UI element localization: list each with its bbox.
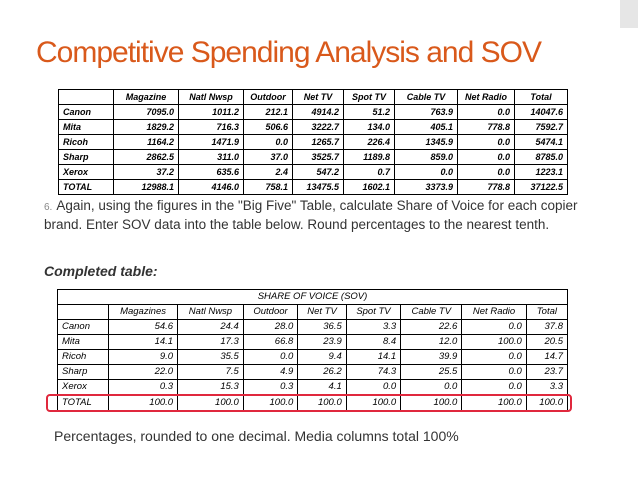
- table-cell: 7095.0: [114, 105, 179, 120]
- sov-row-mita: [58, 335, 568, 350]
- table-cell: 0.0: [462, 365, 526, 380]
- row-label: Sharp: [58, 365, 109, 380]
- completed-table-heading: Completed table:: [44, 263, 158, 279]
- table-cell: 14047.6: [515, 105, 568, 120]
- table-cell: 7.5: [178, 365, 244, 380]
- row-label: Xerox: [58, 380, 109, 395]
- table-cell: 4.9: [243, 365, 297, 380]
- spending-row-canon: [59, 105, 568, 120]
- sov-title-row: [58, 290, 568, 305]
- table-cell: 2.4: [244, 165, 293, 180]
- table-cell: 716.3: [179, 120, 244, 135]
- table-cell: 0.7: [344, 165, 395, 180]
- table-cell: 3.3: [526, 380, 567, 395]
- table-cell: 311.0: [179, 150, 244, 165]
- instruction-number: 6.: [44, 202, 53, 213]
- table-cell: 0.0: [458, 135, 515, 150]
- spending-col-header: Net Radio: [458, 90, 515, 105]
- table-cell: 0.0: [458, 105, 515, 120]
- row-label: Ricoh: [58, 350, 109, 365]
- table-cell: 0.0: [244, 135, 293, 150]
- table-cell: 4146.0: [179, 180, 244, 195]
- sov-row-sharp: [58, 365, 568, 380]
- sov-header-row: [58, 305, 568, 320]
- table-cell: 4914.2: [293, 105, 344, 120]
- sov-table: [57, 289, 568, 411]
- table-cell: 1223.1: [515, 165, 568, 180]
- spending-row-mita: [59, 120, 568, 135]
- table-cell: 14.1: [109, 335, 178, 350]
- table-cell: 635.6: [179, 165, 244, 180]
- spending-row-sharp: [59, 150, 568, 165]
- table-cell: 8.4: [346, 335, 400, 350]
- table-cell: 0.0: [462, 320, 526, 335]
- table-cell: 7592.7: [515, 120, 568, 135]
- row-label: Xerox: [59, 165, 114, 180]
- row-label: Canon: [59, 105, 114, 120]
- table-cell: 39.9: [401, 350, 462, 365]
- table-cell: 1345.9: [395, 135, 458, 150]
- sov-row-ricoh: [58, 350, 568, 365]
- top-band: [0, 0, 638, 28]
- spending-table: [58, 89, 568, 195]
- table-cell: 22.6: [401, 320, 462, 335]
- sov-row-canon: [58, 320, 568, 335]
- sov-col-header: [58, 305, 109, 320]
- table-cell: 100.0: [462, 335, 526, 350]
- footer-note: Percentages, rounded to one decimal. Media columns total 100%: [54, 428, 459, 444]
- table-cell: 212.1: [244, 105, 293, 120]
- table-cell: 66.8: [243, 335, 297, 350]
- row-label: Sharp: [59, 150, 114, 165]
- instruction-body: Again, using the figures in the "Big Five" Table, calculate Share of Voice for each copier brand. Enter SOV data into the table below. Round percentages to the nearest tenth.: [44, 198, 578, 232]
- table-cell: 37.8: [526, 320, 567, 335]
- sov-col-header: Outdoor: [243, 305, 297, 320]
- table-cell: 9.4: [298, 350, 346, 365]
- sov-row-xerox: [58, 380, 568, 395]
- table-cell: 778.8: [458, 120, 515, 135]
- table-cell: 26.2: [298, 365, 346, 380]
- table-cell: 9.0: [109, 350, 178, 365]
- spending-row-xerox: [59, 165, 568, 180]
- table-cell: 51.2: [344, 105, 395, 120]
- table-cell: 8785.0: [515, 150, 568, 165]
- table-cell: 100.0: [243, 395, 297, 411]
- spending-col-header: Total: [515, 90, 568, 105]
- table-cell: 0.0: [401, 380, 462, 395]
- table-cell: 1829.2: [114, 120, 179, 135]
- table-cell: 0.3: [109, 380, 178, 395]
- table-cell: 1189.8: [344, 150, 395, 165]
- table-cell: 74.3: [346, 365, 400, 380]
- table-cell: 14.1: [346, 350, 400, 365]
- table-cell: 13475.5: [293, 180, 344, 195]
- table-cell: 506.6: [244, 120, 293, 135]
- row-label: Canon: [58, 320, 109, 335]
- table-cell: 2862.5: [114, 150, 179, 165]
- table-cell: 100.0: [109, 395, 178, 411]
- spending-col-header: Spot TV: [344, 90, 395, 105]
- table-cell: 763.9: [395, 105, 458, 120]
- table-cell: 3222.7: [293, 120, 344, 135]
- table-cell: 100.0: [462, 395, 526, 411]
- table-cell: 0.0: [458, 150, 515, 165]
- table-cell: 54.6: [109, 320, 178, 335]
- table-cell: 0.0: [458, 165, 515, 180]
- table-cell: 24.4: [178, 320, 244, 335]
- total-row-highlight: [46, 394, 572, 412]
- row-label: Ricoh: [59, 135, 114, 150]
- row-label: Mita: [59, 120, 114, 135]
- table-cell: 134.0: [344, 120, 395, 135]
- table-cell: 37122.5: [515, 180, 568, 195]
- sov-col-header: Net Radio: [462, 305, 526, 320]
- spending-col-header: [59, 90, 114, 105]
- table-cell: 3.3: [346, 320, 400, 335]
- corner-tab: [620, 0, 638, 28]
- table-cell: 100.0: [526, 395, 567, 411]
- table-cell: 405.1: [395, 120, 458, 135]
- table-cell: 0.3: [243, 380, 297, 395]
- row-label: Mita: [58, 335, 109, 350]
- row-label: TOTAL: [58, 395, 109, 411]
- table-cell: 37.2: [114, 165, 179, 180]
- table-cell: 226.4: [344, 135, 395, 150]
- table-cell: 0.0: [243, 350, 297, 365]
- sov-col-header: Magazines: [109, 305, 178, 320]
- spending-col-header: Outdoor: [244, 90, 293, 105]
- table-cell: 23.7: [526, 365, 567, 380]
- table-cell: 100.0: [178, 395, 244, 411]
- instruction-text: [44, 197, 604, 233]
- table-cell: 100.0: [346, 395, 400, 411]
- table-cell: 0.0: [462, 380, 526, 395]
- table-cell: 20.5: [526, 335, 567, 350]
- row-label: TOTAL: [59, 180, 114, 195]
- table-cell: 1011.2: [179, 105, 244, 120]
- table-cell: 36.5: [298, 320, 346, 335]
- spending-header-row: [59, 90, 568, 105]
- sov-col-header: Spot TV: [346, 305, 400, 320]
- table-cell: 22.0: [109, 365, 178, 380]
- spending-col-header: Natl Nwsp: [179, 90, 244, 105]
- sov-col-header: Total: [526, 305, 567, 320]
- table-cell: 28.0: [243, 320, 297, 335]
- table-cell: 758.1: [244, 180, 293, 195]
- table-cell: 1164.2: [114, 135, 179, 150]
- table-cell: 547.2: [293, 165, 344, 180]
- sov-col-header: Net TV: [298, 305, 346, 320]
- table-cell: 14.7: [526, 350, 567, 365]
- table-cell: 100.0: [401, 395, 462, 411]
- sov-col-header: Natl Nwsp: [178, 305, 244, 320]
- table-cell: 778.8: [458, 180, 515, 195]
- table-cell: 12988.1: [114, 180, 179, 195]
- spending-row-total: [59, 180, 568, 195]
- table-cell: 3373.9: [395, 180, 458, 195]
- table-cell: 17.3: [178, 335, 244, 350]
- spending-col-header: Net TV: [293, 90, 344, 105]
- table-cell: 15.3: [178, 380, 244, 395]
- table-cell: 0.0: [346, 380, 400, 395]
- spending-col-header: Cable TV: [395, 90, 458, 105]
- table-cell: 23.9: [298, 335, 346, 350]
- table-cell: 0.0: [462, 350, 526, 365]
- table-cell: 37.0: [244, 150, 293, 165]
- spending-row-ricoh: [59, 135, 568, 150]
- table-cell: 3525.7: [293, 150, 344, 165]
- spending-col-header: Magazine: [114, 90, 179, 105]
- table-cell: 5474.1: [515, 135, 568, 150]
- table-cell: 35.5: [178, 350, 244, 365]
- sov-table-title: SHARE OF VOICE (SOV): [58, 290, 568, 305]
- table-cell: 1602.1: [344, 180, 395, 195]
- table-cell: 1265.7: [293, 135, 344, 150]
- table-cell: 12.0: [401, 335, 462, 350]
- table-cell: 0.0: [395, 165, 458, 180]
- table-cell: 4.1: [298, 380, 346, 395]
- table-cell: 859.0: [395, 150, 458, 165]
- table-cell: 25.5: [401, 365, 462, 380]
- table-cell: 1471.9: [179, 135, 244, 150]
- page-title: Competitive Spending Analysis and SOV: [36, 36, 541, 69]
- table-cell: 100.0: [298, 395, 346, 411]
- sov-col-header: Cable TV: [401, 305, 462, 320]
